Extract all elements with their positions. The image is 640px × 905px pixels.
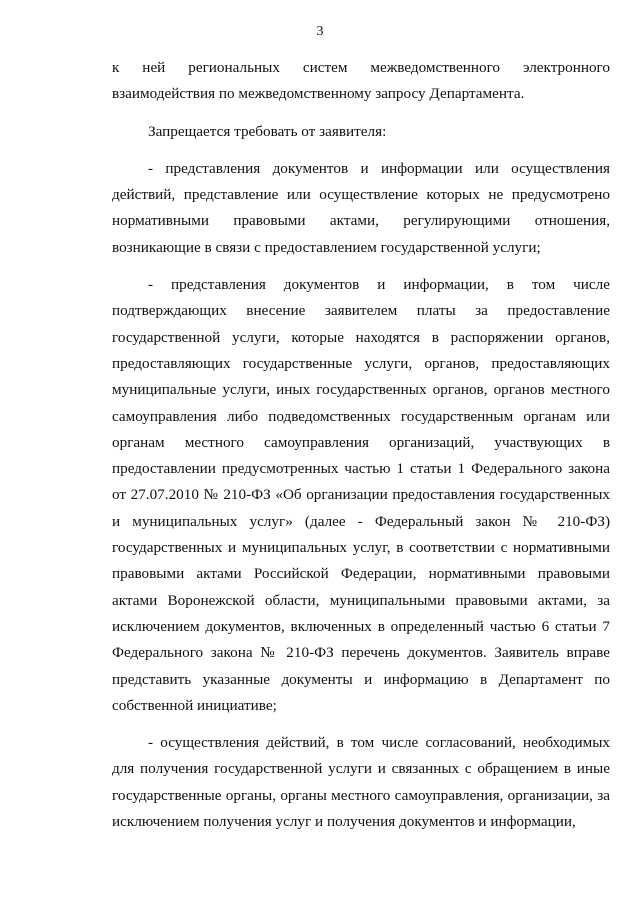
- paragraph-prohibition-intro: Запрещается требовать от заявителя:: [148, 122, 387, 140]
- paragraph-item-documents-actions: - представления документов и информации или осуществления действий, представление или осуществление которых не предусмотрено нормативными правовыми актами, регулирующими отношения, возникающие в связи с предоставлением государственной услуги;: [112, 159, 610, 256]
- document-body: [112, 55, 610, 835]
- paragraph-continuation: к ней региональных систем межведомственного электронного взаимодействия по межведомственному запросу Департамента.: [112, 59, 610, 103]
- paragraph-item-documents-information: - представления документов и информации, в том числе подтверждающих внесение заявителем платы за предоставление государственной услуги, которые находятся в распоряжении органов, предоставляющих государственные услуги, органов, предоставляющих муниципальные услуги, иных государственных органов, органов местного самоуправления либо подведомственных государственным органам или органам местного самоуправления организаций, участвующих в предоставлении предусмотренных частью 1 статьи 1 Федерального закона от 27.07.2010 № 210-ФЗ «Об организации предоставления государственных и муниципальных услуг» (далее - Федеральный закон № 210-ФЗ) государственных и муниципальных услуг, в соответствии с нормативными правовыми актами Российской Федерации, нормативными правовыми актами Воронежской области, муниципальными правовыми актами, за исключением документов, включенных в определенный частью 6 статьи 7 Федерального закона № 210-ФЗ перечень документов. Заявитель вправе представить указанные документы и информацию в Департамент по собственной инициативе;: [112, 276, 610, 714]
- page-number: 3: [316, 24, 324, 39]
- paragraph-item-actions-approvals: - осуществления действий, в том числе согласований, необходимых для получения государственной услуги и связанных с обращением в иные государственные органы, органы местного самоуправления, организации, за исключением получения услуг и получения документов и информации,: [112, 734, 610, 831]
